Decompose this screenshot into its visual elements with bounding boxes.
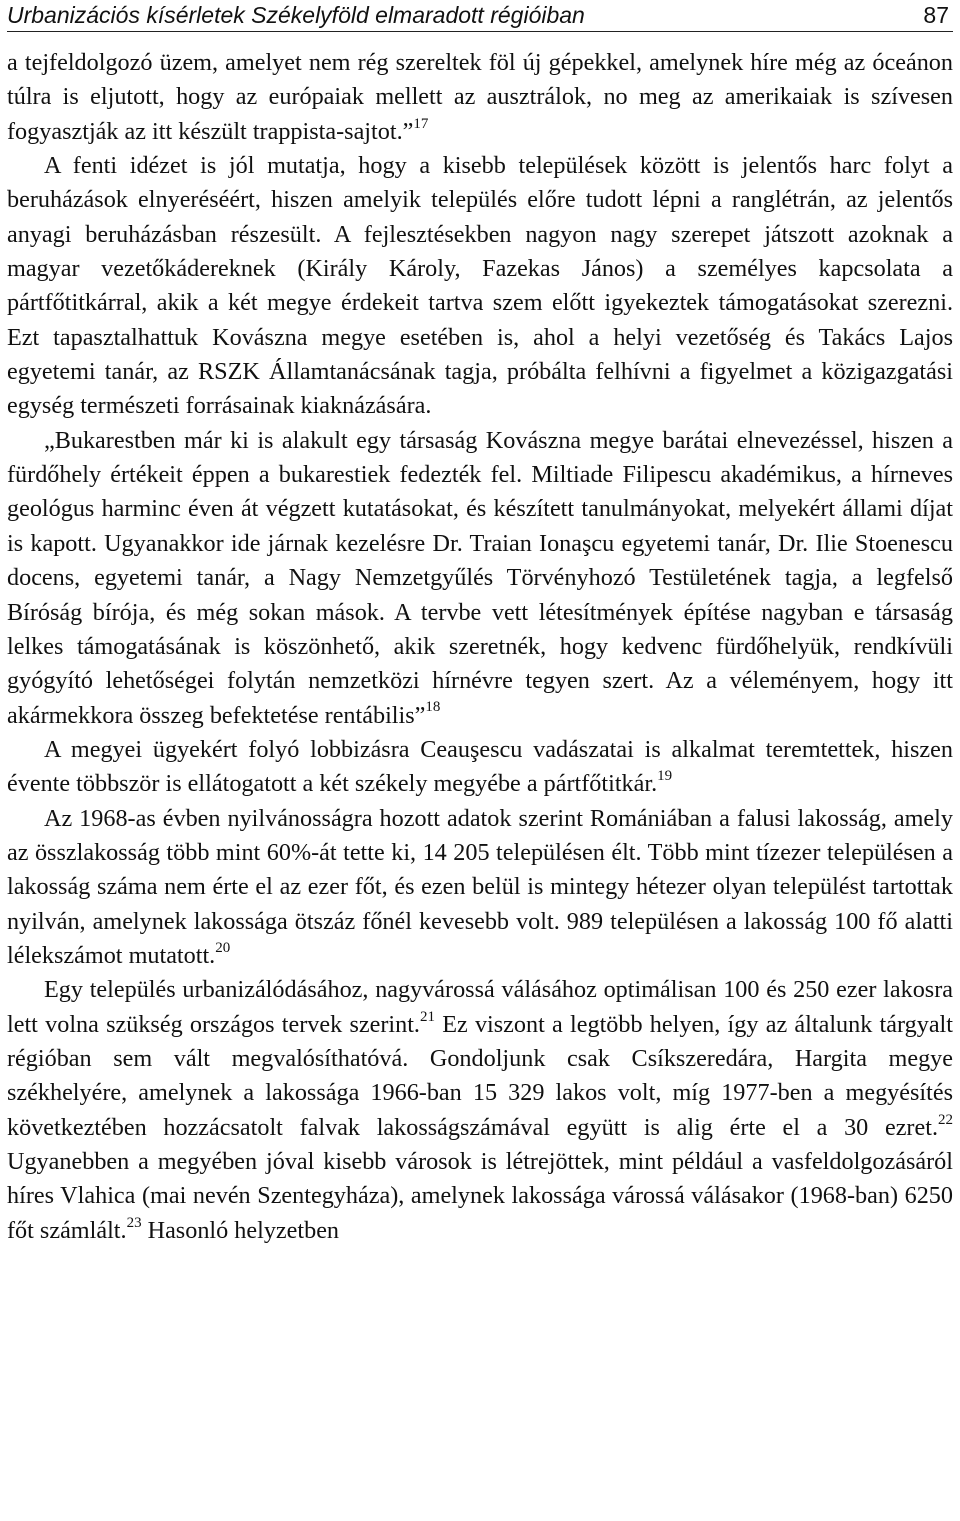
footnote-ref-18[interactable]: 18 bbox=[425, 699, 441, 716]
paragraph-6 bbox=[7, 973, 953, 1248]
footnote-ref-23[interactable]: 23 bbox=[126, 1214, 142, 1231]
running-title: Urbanizációs kísérletek Székelyföld elmaradott régióiban bbox=[7, 2, 585, 28]
paragraph-text: Ugyanebben a megyében jóval kisebb városok is létrejöttek, mint például a vasfeldolgozásáról híres Vlahica (mai nevén Szentegyháza), amelynek lakossága várossá válásakor (1968-ban) 6250 főt számlált. bbox=[7, 1148, 953, 1244]
footnote-ref-21[interactable]: 21 bbox=[419, 1008, 435, 1025]
page-number: 87 bbox=[923, 2, 949, 28]
paragraph-3-quote bbox=[7, 424, 953, 733]
running-header bbox=[7, 0, 953, 32]
paragraph-text: Hasonló helyzetben bbox=[141, 1216, 340, 1244]
paragraph-5 bbox=[7, 802, 953, 974]
body-text bbox=[7, 46, 953, 1248]
paragraph-text: A megyei ügyekért folyó lobbizásra Ceauşescu vadászatai is alkalmat teremtettek, hiszen évente többször is ellátogatott a két székely megyébe a pártfőtitkár. bbox=[7, 735, 953, 798]
paragraph-1 bbox=[7, 46, 953, 149]
paragraph-4 bbox=[7, 733, 953, 802]
paragraph-text: Az 1968-as évben nyilvánosságra hozott adatok szerint Romániában a falusi lakosság, amely az összlakosság több mint 60%-át tette ki, 14 205 településen élt. Több mint tízezer településen a lakosság száma nem érte el az ezer főt, és ezen belül is mintegy hétezer olyan települést tartottak nyilván, amelynek lakossága ötszáz főnél kevesebb volt. 989 településen a lakosság 100 fő alatti lélekszámot mutatott. bbox=[7, 804, 953, 969]
footnote-ref-17[interactable]: 17 bbox=[413, 115, 429, 132]
paragraph-2 bbox=[7, 149, 953, 424]
paragraph-text: Ez viszont a legtöbb helyen, így az általunk tárgyalt régióban sem vált megvalósíthatóvá. Gondoljunk csak Csíkszeredára, Hargita megye székhelyére, amelynek a lakossága 1966-ban 15 329 lakos volt, míg 1977-ben a megyésítés következtében hozzácsatolt falvak lakosságszámával együtt is alig érte el a 30 ezret. bbox=[7, 1010, 953, 1141]
paragraph-text: a tejfeldolgozó üzem, amelyet nem rég szereltek föl új gépekkel, amelynek híre még az óceánon túlra is eljutott, hogy az európaiak mellett az ausztrálok, no meg az amerikaiak is szívesen fogyasztják az itt készült trappista-sajtot.” bbox=[7, 49, 953, 145]
footnote-ref-19[interactable]: 19 bbox=[657, 768, 673, 785]
paragraph-text: Egy település urbanizálódásához, nagyvárossá válásához optimálisan 100 és 250 ezer lakosra lett volna szükség országos tervek szerint. bbox=[7, 976, 953, 1038]
document-page bbox=[7, 0, 953, 1248]
footnote-ref-22[interactable]: 22 bbox=[938, 1111, 953, 1128]
footnote-ref-20[interactable]: 20 bbox=[215, 939, 231, 956]
paragraph-text: A fenti idézet is jól mutatja, hogy a kisebb települések között is jelentős harc folyt a beruházások elnyeréséért, hiszen amelyik település előre tudott lépni a ranglétrán, az jelentős anyagi beruházásban részesült. A fejlesztésekben nagyon nagy szerepet játszott azoknak a magyar vezetőkádereknek (Király Károly, Fazekas János) a személyes kapcsolata a pártfőtitkárral, akik a két megye érdekeit tartva szem előtt igyekeztek támogatásokat szerezni. Ezt tapasztalhattuk Kovászna megye esetében is, ahol a helyi vezetőség és Takács Lajos egyetemi tanár, az RSZK Államtanácsának tagja, próbálta felhívni a figyelmet a közigazgatási egység természeti forrásainak kiaknázására. bbox=[7, 152, 953, 420]
paragraph-text: „Bukarestben már ki is alakult egy társaság Kovászna megye barátai elnevezéssel, hiszen a fürdőhely értékeit éppen a bukarestiek fedezték fel. Miltiade Filipescu akadémikus, a hírneves geológus harminc éven át végzett kutatásokat, és készített tanulmányokat, melyekért állami díjat is kapott. Ugyanakkor ide járnak kezelésre Dr. Traian Ionaşcu egyetemi tanár, Dr. Ilie Stoenescu docens, egyetemi tanár, a Nagy Nemzetgyűlés Törvényhozó Testületének tagja, a legfelső Bíróság bírója, és még sokan mások. A tervbe vett létesítmények építése nagyban e társaság lelkes támogatásának is köszönhető, akik szeretnék, hogy kedvenc fürdőhelyük, rendkívüli gyógyító lehetőségei folytán nemzetközi hírnévre tegyen szert. Az a véleményem, hogy itt akármekkora összeg befektetése rentábilis” bbox=[7, 426, 953, 729]
